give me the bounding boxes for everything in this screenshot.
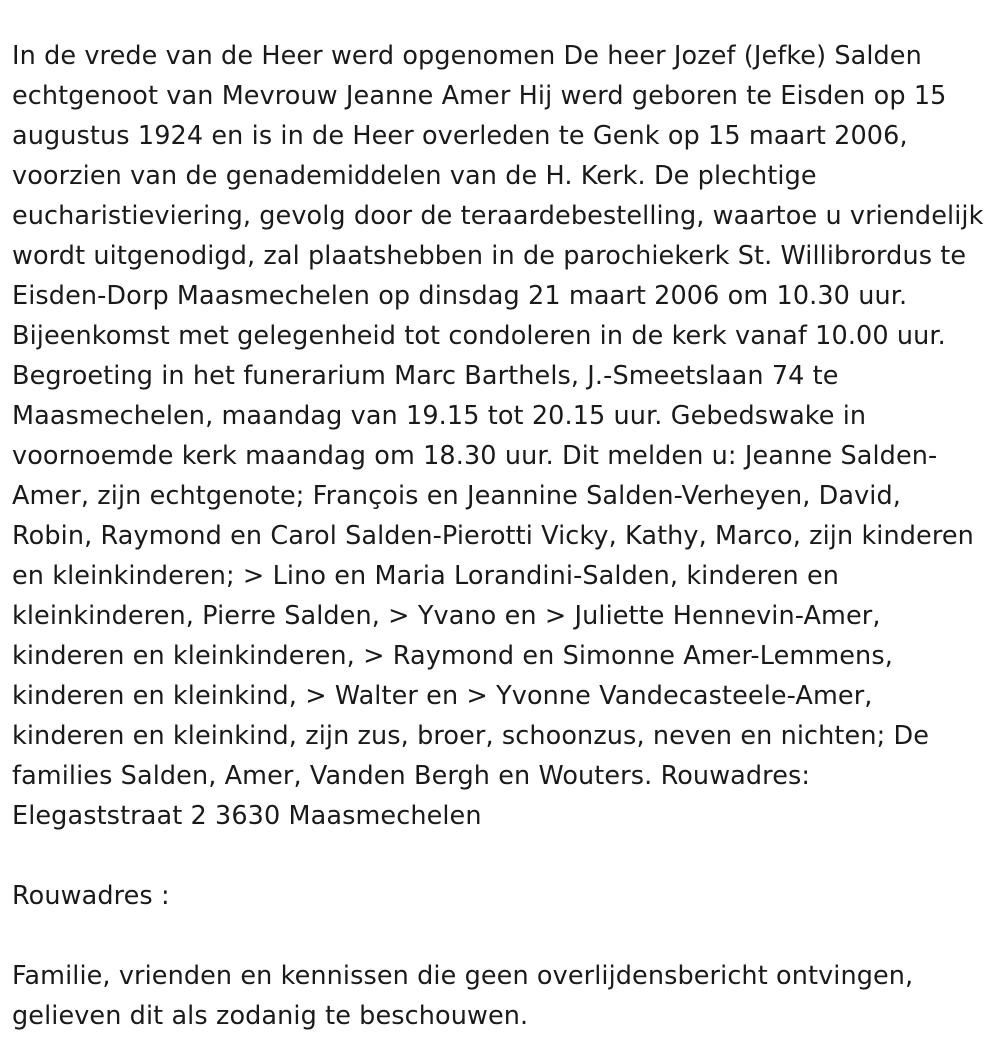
death-notice bbox=[12, 36, 988, 1036]
paragraph-spacer bbox=[12, 916, 988, 956]
paragraph-spacer bbox=[12, 836, 988, 876]
notice-main-text: In de vrede van de Heer werd opgenomen De heer Jozef (Jefke) Salden echtgenoot van Mevrouw Jeanne Amer Hij werd geboren te Eisden op 15 augustus 1924 en is in de Heer overleden te Genk op 15 maart 2006, voorzien van de genademiddelen van de H. Kerk. De plechtige eucharistieviering, gevolg door de teraardebestelling, waartoe u vriendelijk wordt uitgenodigd, zal plaatshebben in de parochiekerk St. Willibrordus te Eisden-Dorp Maasmechelen op dinsdag 21 maart 2006 om 10.30 uur. Bijeenkomst met gelegenheid tot condoleren in de kerk vanaf 10.00 uur. Begroeting in het funerarium Marc Barthels, J.-Smeetslaan 74 te Maasmechelen, maandag van 19.15 tot 20.15 uur. Gebedswake in voornoemde kerk maandag om 18.30 uur. Dit melden u: Jeanne Salden-Amer, zijn echtgenote; François en Jeannine Salden-Verheyen, David, Robin, Raymond en Carol Salden-Pierotti Vicky, Kathy, Marco, zijn kinderen en kleinkinderen; > Lino en Maria Lorandini-Salden, kinderen en kleinkinderen, Pierre Salden, > Yvano en > Juliette Hennevin-Amer, kinderen en kleinkinderen, > Raymond en Simonne Amer-Lemmens, kinderen en kleinkind, > Walter en > Yvonne Vandecasteele-Amer, kinderen en kleinkind, zijn zus, broer, schoonzus, neven en nichten; De families Salden, Amer, Vanden Bergh en Wouters. Rouwadres: Elegaststraat 2 3630 Maasmechelen bbox=[12, 41, 984, 831]
address-label: Rouwadres : bbox=[12, 881, 170, 911]
closing-text: Familie, vrienden en kennissen die geen overlijdensbericht ontvingen, gelieven dit als zodanig te beschouwen. bbox=[12, 961, 914, 1031]
